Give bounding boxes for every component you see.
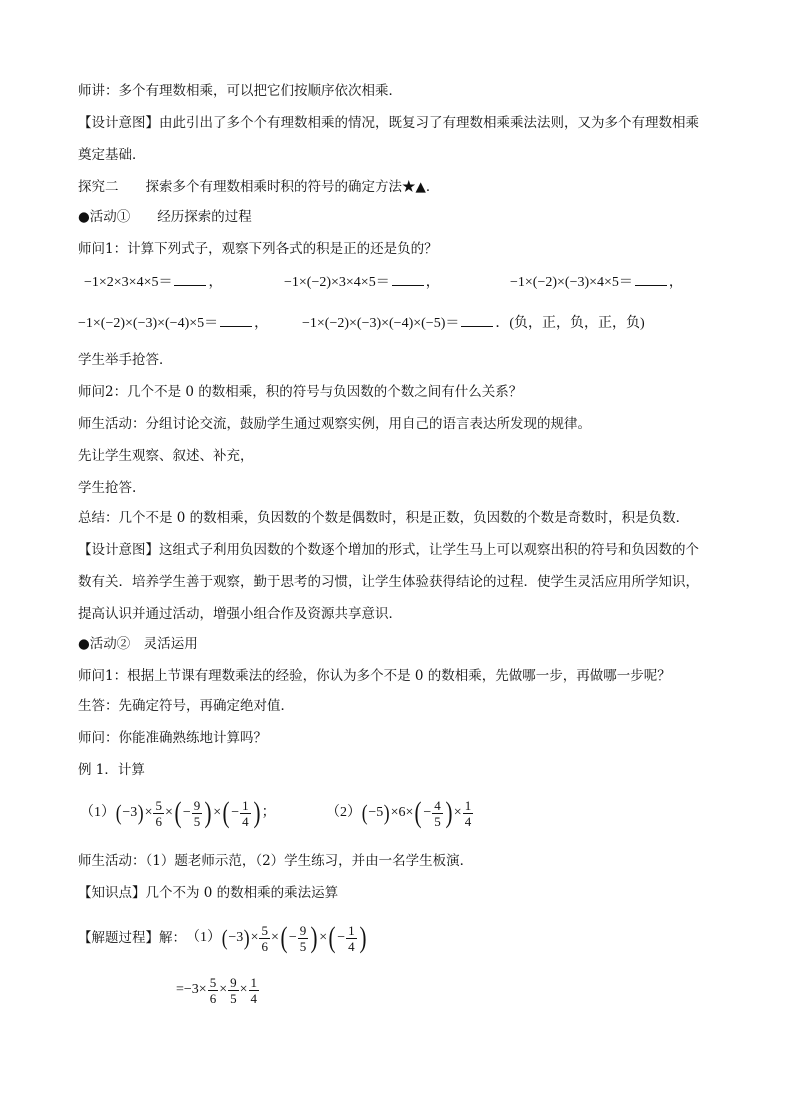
example-1-part-2: （2） ( −5 ) × 6 × ( − $\frac{4}{5}$ ) × $\frac{1}{4}$ bbox=[326, 796, 472, 829]
expression-5: −1×(−2)×(−3)×(−4)×(−5)＝ ．(负，正，负，正，负) bbox=[302, 316, 645, 331]
teacher-question-2: 师问2：几个不是 0 的数相乘，积的符号与负因数的个数之间有什么关系？ bbox=[78, 384, 523, 400]
solution-line-1: 【解题过程】解： （1） ( −3 ) × $\frac{5}{6}$ × ( − $\frac{9}{5}$ ) × ( − $\frac{1}{4}$ ) bbox=[78, 921, 367, 954]
teacher-student-activity-1: 师生活动：分组讨论交流，鼓励学生通过观察实例，用自己的语言表达所发现的规律。 bbox=[78, 416, 591, 432]
observe-describe-line: 先让学生观察、叙述、补充， bbox=[78, 448, 254, 464]
example-1-part-1: （1） ( −3 ) × $\frac{5}{6}$ × ( − $\frac{9}{5}$ ) × ( − $\frac{1}{4}$ ) ； bbox=[80, 796, 276, 829]
expression-1: −1×2×3×4×5＝ ， bbox=[84, 275, 223, 290]
students-respond-line: 学生抢答. bbox=[78, 480, 137, 496]
answer-key: ．(负，正，负，正，负) bbox=[495, 316, 645, 331]
teacher-question-3: 师问1：根据上节课有理数乘法的经验，你认为多个不是 0 的数相乘，先做哪一步，再做哪一步呢？ bbox=[78, 668, 671, 684]
exploration-two-heading: 探究二 探索多个有理数相乘时积的符号的确定方法★▲． bbox=[78, 179, 440, 195]
answer-blank bbox=[220, 314, 252, 327]
expression-2: −1×(−2)×3×4×5＝ ， bbox=[284, 275, 440, 290]
design-intent-1-line2: 奠定基础． bbox=[78, 147, 146, 163]
student-answer: 生答：先确定符号，再确定绝对值． bbox=[78, 698, 294, 714]
teacher-question-1: 师问1：计算下列式子，观察下列各式的积是正的还是负的？ bbox=[78, 241, 438, 257]
activity-two-heading: ●活动② 灵活运用 bbox=[78, 636, 198, 652]
solution-line-2: =−3× $\frac{5}{6}$ × $\frac{9}{5}$ × $\frac{1}{4}$ bbox=[176, 974, 257, 1006]
teacher-statement: 师讲：多个有理数相乘，可以把它们按顺序依次相乘． bbox=[78, 83, 402, 99]
teacher-student-activity-2: 师生活动：（1）题老师示范，（2）学生练习，并由一名学生板演． bbox=[78, 853, 474, 869]
activity-one-heading: ●活动① 经历探索的过程 bbox=[78, 209, 252, 225]
answer-blank bbox=[392, 273, 424, 286]
example-1-heading: 例 1．计算 bbox=[78, 762, 145, 778]
expression-3: −1×(−2)×(−3)×4×5＝ ， bbox=[510, 275, 683, 290]
summary-line: 总结：几个不是 0 的数相乘，负因数的个数是偶数时，积是正数，负因数的个数是奇数时，积是负数． bbox=[78, 510, 690, 526]
expression-4: −1×(−2)×(−3)×(−4)×5＝ ， bbox=[78, 316, 269, 331]
teacher-question-4: 师问：你能准确熟练地计算吗？ bbox=[78, 730, 267, 746]
students-answer-line: 学生举手抢答． bbox=[78, 352, 173, 368]
design-intent-1-line1: 【设计意图】由此引出了多个个有理数相乘的情况，既复习了有理数相乘乘法法则，又为多个有理数相乘 bbox=[78, 115, 699, 131]
fraction: $\frac{5}{6}$ bbox=[155, 797, 162, 829]
design-intent-2-line1: 【设计意图】这组式子利用负因数的个数逐个增加的形式，让学生马上可以观察出积的符号和负因数的个 bbox=[78, 542, 699, 558]
knowledge-point: 【知识点】几个不为 0 的数相乘的乘法运算 bbox=[78, 885, 339, 901]
design-intent-2-line2: 数有关．培养学生善于观察，勤于思考的习惯，让学生体验获得结论的过程．使学生灵活应用所学知识， bbox=[78, 574, 699, 590]
answer-blank bbox=[635, 273, 667, 286]
answer-blank bbox=[174, 273, 206, 286]
design-intent-2-line3: 提高认识并通过活动，增强小组合作及资源共享意识． bbox=[78, 606, 402, 622]
answer-blank bbox=[461, 314, 493, 327]
